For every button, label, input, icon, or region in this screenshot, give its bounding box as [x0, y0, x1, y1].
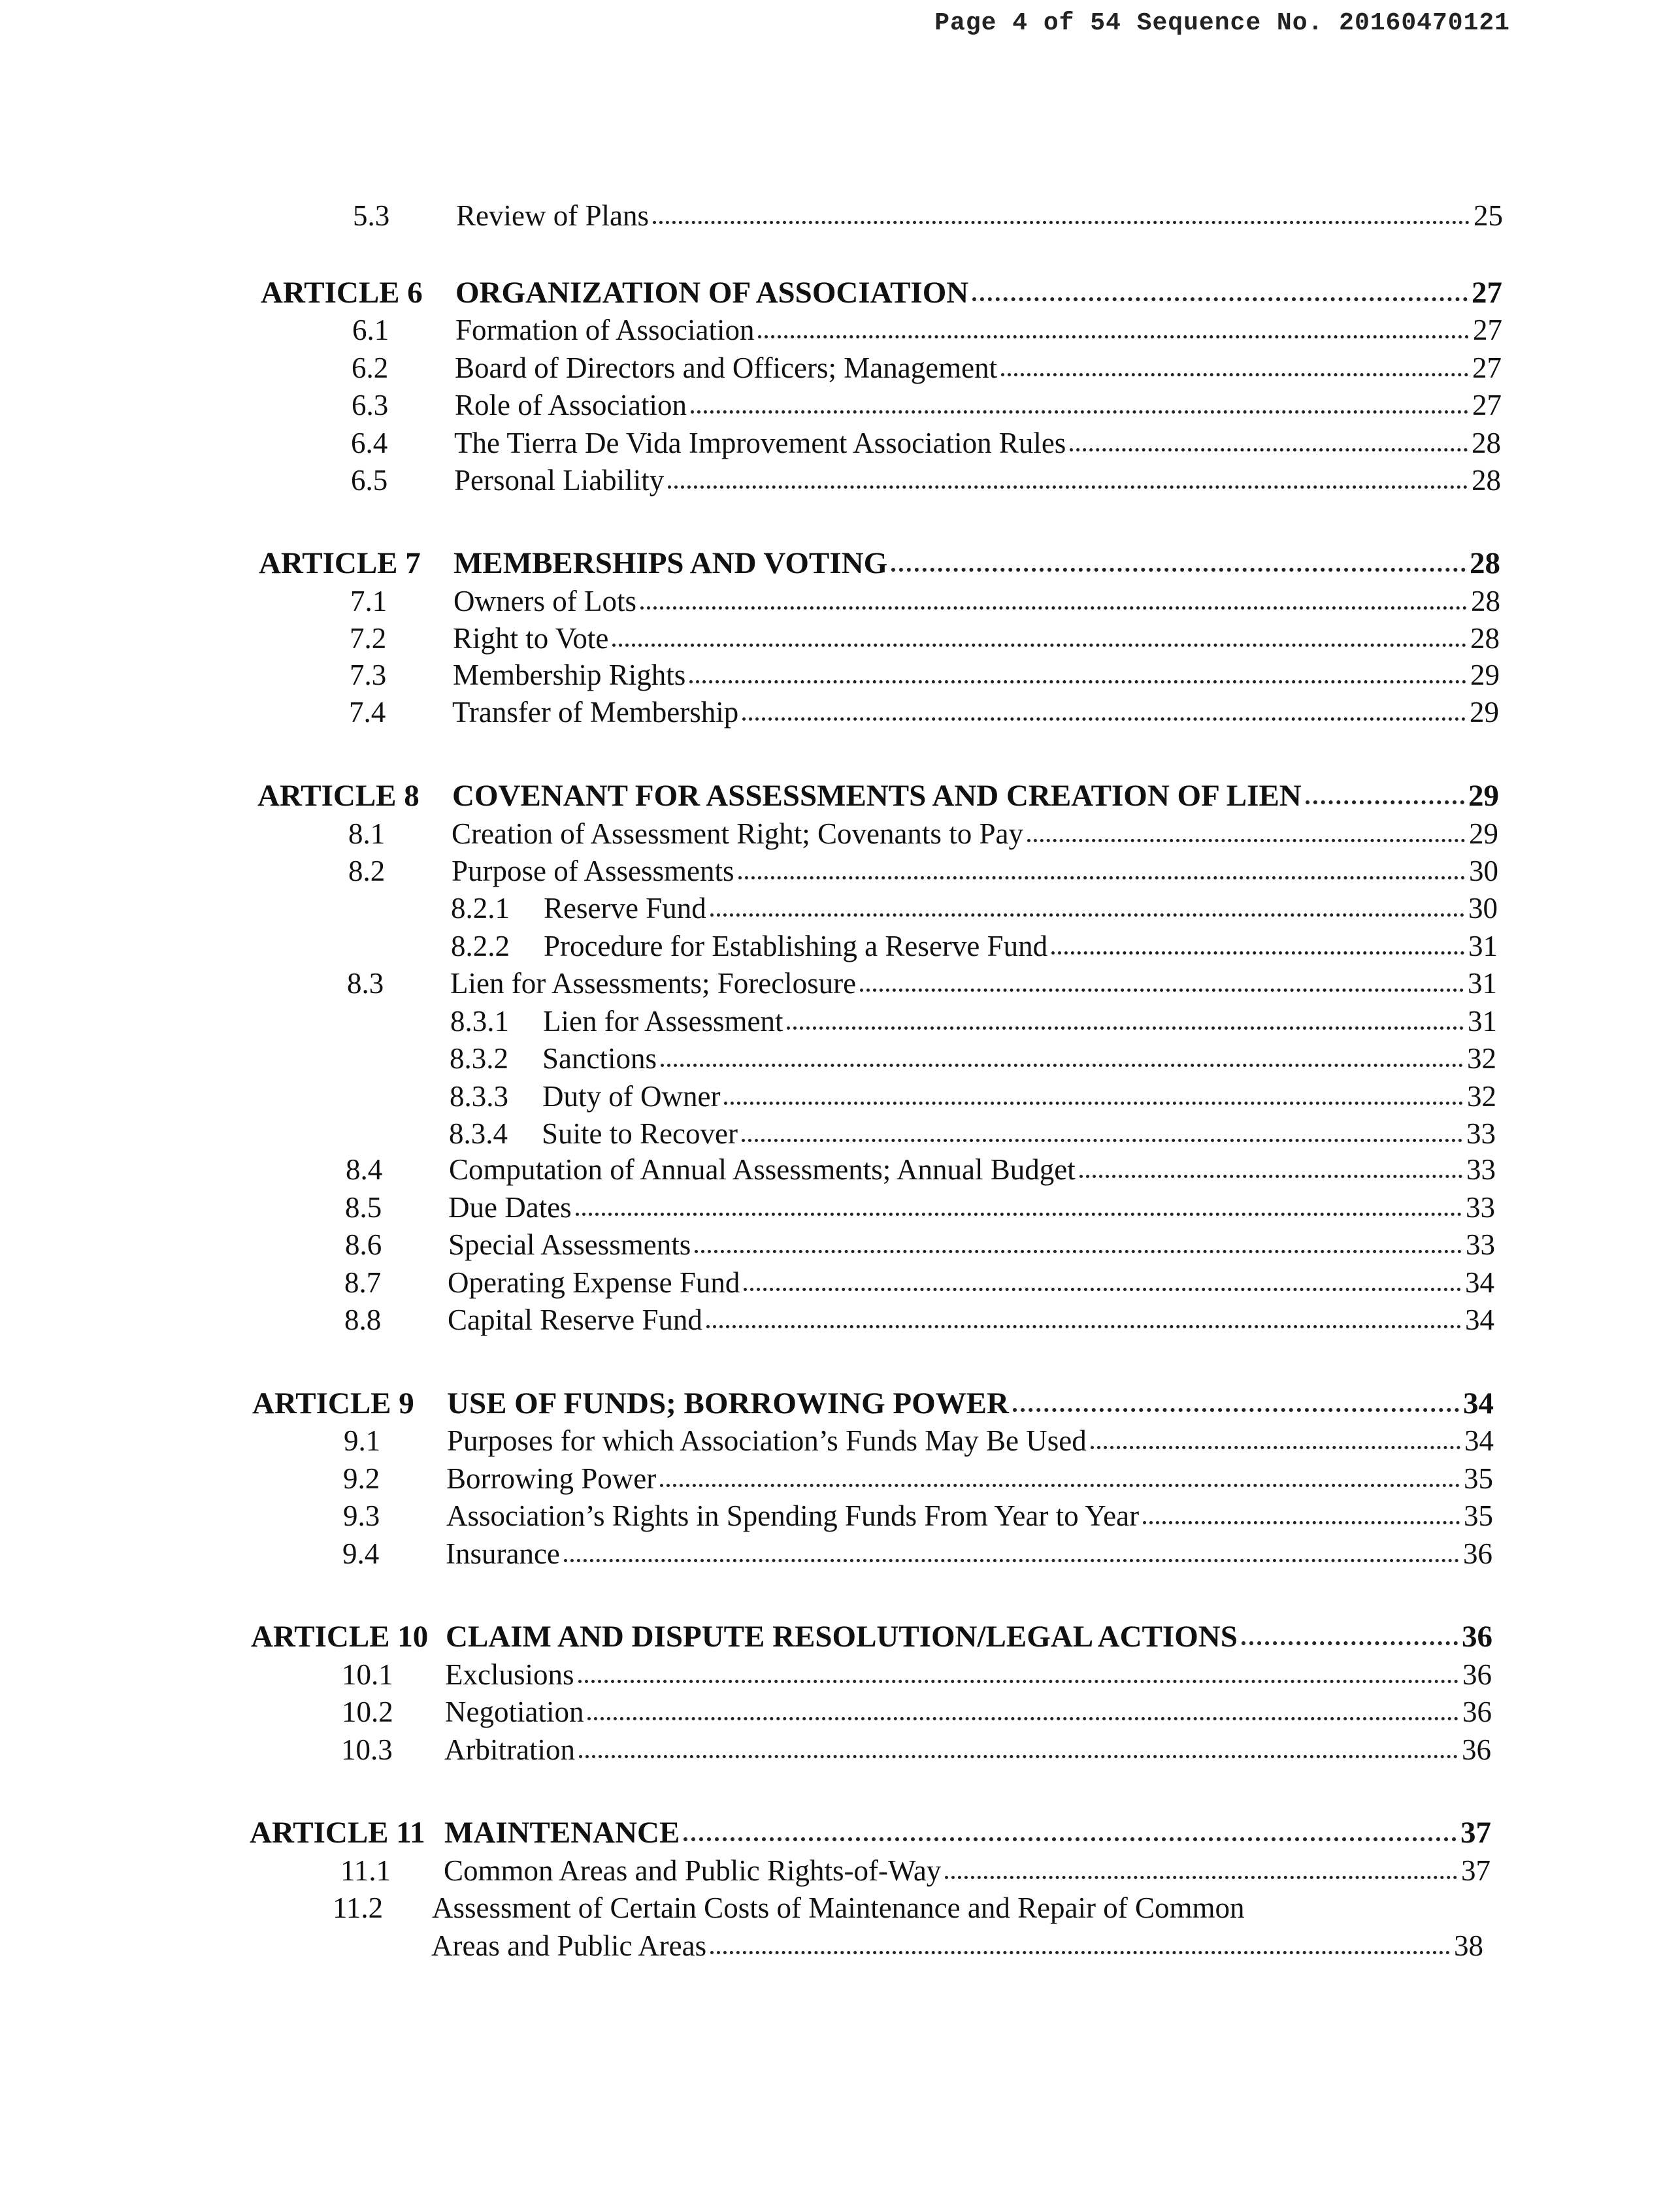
toc-entry-number: 8.3.3 [450, 1080, 508, 1113]
toc-entry-row [0, 655, 1680, 695]
toc-entry-number: 6.1 [352, 314, 389, 346]
toc-entry-title: Areas and Public Areas [431, 1929, 707, 1962]
dot-leader [661, 1064, 1463, 1067]
toc-entry-number: ARTICLE 8 [257, 779, 420, 813]
toc-entry-row [0, 1888, 1680, 1927]
toc-entry-row [0, 348, 1680, 387]
toc-entry-number: ARTICLE 9 [252, 1386, 414, 1420]
toc-entry-page: 28 [1471, 585, 1500, 617]
toc-entry-page: 38 [1454, 1929, 1483, 1962]
toc-entry-title: MEMBERSHIPS AND VOTING [453, 546, 888, 580]
dot-leader [587, 1717, 1458, 1720]
dot-leader [689, 680, 1466, 683]
dot-leader [1306, 800, 1464, 804]
toc-entry-title: Special Assessments [448, 1228, 691, 1261]
toc-entry-number: 7.4 [349, 696, 386, 729]
toc-entry-row [0, 1188, 1680, 1227]
dot-leader [787, 1026, 1464, 1030]
toc-entry-row [0, 1926, 1680, 1965]
toc-entry-title: Exclusions [445, 1658, 574, 1691]
toc-entry-number: 9.4 [342, 1537, 380, 1570]
toc-entry-row [0, 1851, 1680, 1890]
dot-leader [706, 1325, 1461, 1328]
toc-entry-page: 31 [1468, 1005, 1497, 1038]
toc-entry-page: 37 [1461, 1854, 1491, 1887]
toc-entry-title: Creation of Assessment Right; Covenants to Pay [452, 817, 1023, 850]
toc-entry-row [0, 1150, 1680, 1189]
toc-entry-number: 8.2.2 [451, 930, 510, 962]
toc-entry-page: 33 [1466, 1191, 1495, 1224]
dot-leader [612, 644, 1466, 647]
toc-entry-number: ARTICLE 11 [250, 1816, 425, 1850]
toc-entry-title: Transfer of Membership [452, 696, 739, 729]
toc-entry-title: Procedure for Establishing a Reserve Fund [544, 930, 1048, 962]
toc-entry-page: 28 [1472, 427, 1501, 459]
toc-entry-page: 36 [1463, 1537, 1492, 1570]
toc-entry-title: Formation of Association [455, 314, 755, 346]
toc-entry-row [0, 1002, 1680, 1041]
toc-entry-number: 10.3 [341, 1733, 393, 1766]
dot-leader [1242, 1641, 1458, 1645]
toc-article-row [0, 1384, 1680, 1423]
toc-entry-page: 28 [1470, 546, 1500, 580]
dot-leader [742, 1139, 1462, 1142]
toc-entry-page: 29 [1470, 659, 1500, 691]
toc-entry-number: 8.2 [348, 855, 386, 887]
toc-entry-row [0, 851, 1680, 891]
toc-entry-row [0, 1300, 1680, 1339]
toc-entry-number: 9.1 [344, 1424, 381, 1457]
toc-entry-page: 36 [1462, 1658, 1492, 1691]
dot-leader [691, 410, 1468, 414]
toc-entry-number: 6.3 [352, 389, 389, 421]
toc-entry-number: 6.2 [352, 352, 389, 384]
dot-leader [564, 1559, 1459, 1562]
toc-entry-title: Common Areas and Public Rights-of-Way [444, 1854, 942, 1887]
dot-leader [972, 297, 1468, 301]
dot-leader [684, 1837, 1457, 1841]
dot-leader [695, 1250, 1462, 1253]
toc-entry-row [0, 619, 1680, 658]
toc-entry-title: COVENANT FOR ASSESSMENTS AND CREATION OF LIEN [452, 779, 1302, 813]
toc-entry-page: 29 [1470, 696, 1499, 729]
dot-leader [1001, 373, 1468, 376]
toc-entry-page: 35 [1464, 1462, 1493, 1495]
dot-leader [744, 1288, 1461, 1291]
toc-entry-title: Association’s Rights in Spending Funds From Year to Year [446, 1499, 1140, 1532]
toc-entry-row [0, 196, 1680, 235]
toc-entry-row [0, 1496, 1680, 1535]
dot-leader [891, 568, 1466, 572]
toc-entry-page: 34 [1464, 1424, 1494, 1457]
toc-entry-row [0, 1077, 1680, 1116]
toc-entry-page: 27 [1473, 314, 1502, 346]
toc-entry-title: USE OF FUNDS; BORROWING POWER [447, 1386, 1009, 1420]
toc-entry-page: 35 [1464, 1499, 1493, 1532]
toc-entry-title: Board of Directors and Officers; Management [455, 352, 998, 384]
toc-entry-row [0, 581, 1680, 621]
dot-leader [1079, 1175, 1462, 1178]
toc-entry-title: Owners of Lots [453, 585, 636, 617]
toc-entry-row [0, 385, 1680, 425]
toc-entry-page: 25 [1474, 199, 1503, 232]
toc-entry-page: 28 [1472, 464, 1501, 497]
toc-entry-page: 36 [1462, 1733, 1491, 1766]
dot-leader [738, 876, 1465, 879]
dot-leader [758, 335, 1469, 338]
toc-entry-page: 33 [1466, 1153, 1496, 1186]
toc-entry-page: 34 [1463, 1386, 1494, 1420]
dot-leader [1051, 951, 1464, 955]
dot-leader [710, 1951, 1450, 1954]
toc-entry-title: Review of Plans [456, 199, 649, 232]
toc-entry-page: 29 [1469, 817, 1498, 850]
toc-article-row [0, 776, 1680, 815]
toc-entry-number: 8.3 [347, 967, 384, 1000]
toc-entry-page: 33 [1466, 1228, 1495, 1261]
toc-entry-title: ORGANIZATION OF ASSOCIATION [455, 276, 969, 310]
toc-article-row [0, 1813, 1680, 1852]
toc-entry-row [0, 1655, 1680, 1694]
toc-entry-title: CLAIM AND DISPUTE RESOLUTION/LEGAL ACTIONS [446, 1620, 1238, 1654]
dot-leader [578, 1680, 1459, 1683]
toc-entry-row [0, 814, 1680, 853]
toc-entry-page: 33 [1466, 1117, 1496, 1150]
toc-entry-number: 8.8 [344, 1303, 382, 1336]
toc-entry-number: 11.2 [333, 1892, 384, 1924]
toc-entry-title: Duty of Owner [542, 1080, 721, 1113]
toc-entry-number: 6.4 [351, 427, 388, 459]
dot-leader [576, 1213, 1462, 1216]
toc-entry-title: Sanctions [542, 1042, 657, 1075]
toc-entry-number: 8.6 [345, 1228, 382, 1261]
toc-entry-row [0, 693, 1680, 732]
toc-entry-row [0, 1730, 1680, 1769]
dot-leader [860, 989, 1464, 992]
toc-entry-number: 8.3.1 [450, 1005, 509, 1038]
toc-entry-number: 8.3.2 [450, 1042, 508, 1075]
toc-entry-number: 8.1 [348, 817, 386, 850]
toc-entry-page: 36 [1462, 1695, 1492, 1728]
dot-leader [668, 485, 1468, 489]
toc-entry-number: 8.5 [345, 1191, 382, 1224]
toc-entry-number: 10.2 [342, 1695, 393, 1728]
toc-article-row [0, 1617, 1680, 1656]
toc-entry-title: Operating Expense Fund [448, 1266, 740, 1299]
dot-leader [945, 1876, 1457, 1879]
toc-entry-number: 7.1 [350, 585, 387, 617]
toc-entry-title: Due Dates [448, 1191, 572, 1224]
toc-entry-page: 37 [1460, 1816, 1491, 1850]
toc-entry-title: Negotiation [445, 1695, 584, 1728]
toc-entry-title: Insurance [446, 1537, 560, 1570]
toc-entry-number: 10.1 [342, 1658, 393, 1691]
toc-entry-number: 8.3.4 [449, 1117, 508, 1150]
toc-entry-title: Lien for Assessments; Foreclosure [450, 967, 857, 1000]
toc-entry-page: 31 [1468, 930, 1498, 962]
toc-entry-title: Computation of Annual Assessments; Annual Budget [449, 1153, 1076, 1186]
toc-entry-page: 32 [1467, 1042, 1496, 1075]
toc-entry-title: Right to Vote [453, 622, 609, 655]
toc-entry-row [0, 461, 1680, 500]
toc-entry-number: 9.2 [343, 1462, 380, 1495]
toc-entry-page: 31 [1468, 967, 1497, 1000]
toc-entry-row [0, 926, 1680, 966]
dot-leader [1091, 1446, 1460, 1449]
toc-entry-row [0, 1225, 1680, 1264]
toc-entry-page: 29 [1468, 779, 1499, 813]
toc-entry-page: 28 [1470, 622, 1500, 655]
toc-entry-title: Arbitration [444, 1733, 575, 1766]
toc-entry-number: ARTICLE 7 [259, 546, 421, 580]
toc-entry-number: 9.3 [343, 1499, 380, 1532]
toc-entry-page: 27 [1472, 352, 1502, 384]
toc-entry-number: 8.4 [346, 1153, 383, 1186]
dot-leader [660, 1484, 1460, 1487]
toc-entry-title: Capital Reserve Fund [448, 1303, 702, 1336]
dot-leader [579, 1755, 1458, 1758]
toc-entry-row [0, 889, 1680, 928]
toc-entry-title: Borrowing Power [446, 1462, 657, 1495]
dot-leader [1070, 448, 1468, 451]
toc-entry-number: ARTICLE 10 [251, 1620, 429, 1654]
toc-entry-title: Role of Association [455, 389, 687, 421]
toc-entry-row [0, 1459, 1680, 1498]
toc-entry-number: 8.2.1 [451, 892, 510, 925]
toc-entry-page: 27 [1472, 389, 1502, 421]
page-header: Page 4 of 54 Sequence No. 20160470121 [934, 9, 1510, 37]
toc-entry-page: 30 [1469, 855, 1498, 887]
toc-entry-title: Lien for Assessment [543, 1005, 783, 1038]
toc-entry-row [0, 1421, 1680, 1460]
toc-entry-page: 36 [1462, 1620, 1492, 1654]
toc-entry-page: 27 [1472, 276, 1502, 310]
dot-leader [640, 606, 1467, 610]
toc-entry-title: Personal Liability [454, 464, 665, 497]
toc-entry-number: 7.3 [350, 659, 387, 691]
toc-entry-number: 8.7 [344, 1266, 382, 1299]
toc-entry-row [0, 1692, 1680, 1731]
toc-entry-title: Reserve Fund [544, 892, 706, 925]
dot-leader [724, 1102, 1463, 1105]
toc-entry-title: Purpose of Assessments [452, 855, 734, 887]
toc-entry-page: 34 [1465, 1303, 1494, 1336]
toc-entry-row [0, 1263, 1680, 1302]
toc-entry-number: 6.5 [351, 464, 388, 497]
toc-entry-page: 32 [1467, 1080, 1496, 1113]
toc-entry-page: 30 [1468, 892, 1498, 925]
toc-entry-title: MAINTENANCE [444, 1816, 680, 1850]
toc-entry-row [0, 423, 1680, 463]
toc-entry-title: Purposes for which Association’s Funds May Be Used [447, 1424, 1087, 1457]
toc-entry-number: ARTICLE 6 [261, 276, 423, 310]
toc-article-row [0, 273, 1680, 312]
dot-leader [653, 221, 1470, 224]
dot-leader [710, 913, 1464, 917]
toc-entry-row [0, 310, 1680, 350]
dot-leader [1143, 1521, 1460, 1524]
toc-article-row [0, 544, 1680, 583]
toc-entry-number: 11.1 [340, 1854, 391, 1887]
toc-entry-title: The Tierra De Vida Improvement Association Rules [454, 427, 1066, 459]
toc-entry-page: 34 [1465, 1266, 1494, 1299]
dot-leader [1027, 839, 1465, 842]
dot-leader [1013, 1408, 1459, 1412]
toc-entry-row [0, 1039, 1680, 1078]
toc-entry-row [0, 964, 1680, 1003]
toc-entry-number: 5.3 [353, 199, 390, 232]
toc-entry-title: Assessment of Certain Costs of Maintenance and Repair of Common [432, 1892, 1245, 1924]
toc-entry-title: Membership Rights [453, 659, 686, 691]
toc-entry-row [0, 1114, 1680, 1153]
toc-entry-row [0, 1534, 1680, 1573]
toc-entry-title: Suite to Recover [542, 1117, 738, 1150]
toc-entry-number: 7.2 [350, 622, 387, 655]
dot-leader [742, 717, 1466, 721]
